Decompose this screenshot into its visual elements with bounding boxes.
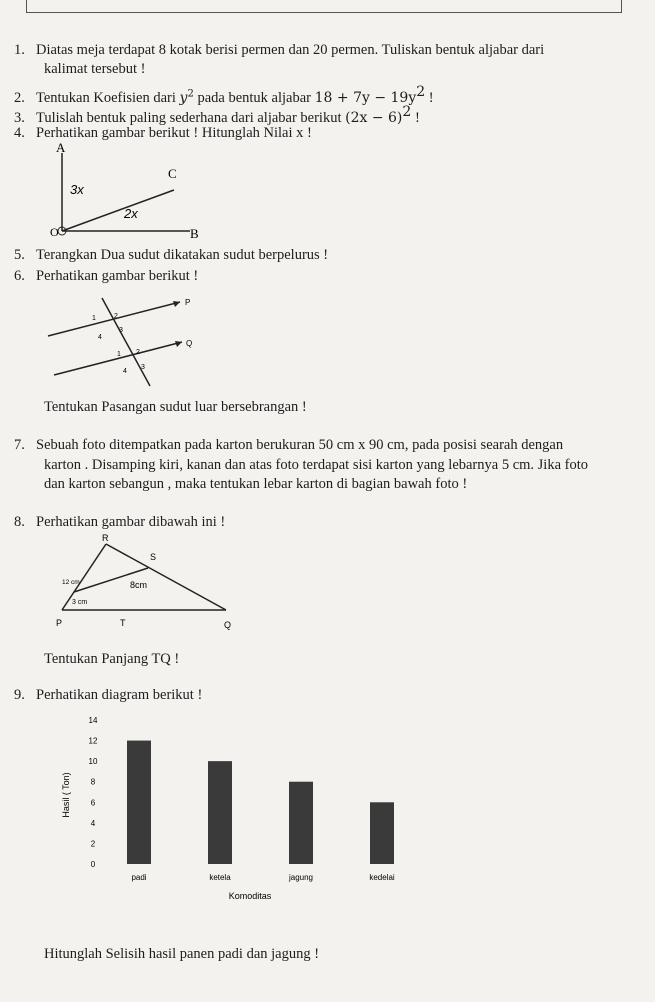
- question-number: 5.: [14, 247, 25, 263]
- label-b: B: [190, 226, 199, 241]
- y-tick-label: 4: [90, 818, 96, 828]
- angle-b1: 1: [117, 351, 121, 358]
- bar-chart: [55, 710, 425, 910]
- question-text: Tulislah bentuk paling sederhana dari aljabar berikut: [36, 109, 342, 126]
- exponent: 2: [187, 88, 194, 100]
- question-6-task: Tentukan Pasangan sudut luar bersebrangan !: [44, 399, 307, 415]
- question-number: 1.: [14, 42, 25, 58]
- angle-b4: 4: [123, 368, 127, 375]
- question-number: 6.: [14, 268, 25, 284]
- angle-label-3x: 3x: [70, 182, 84, 197]
- label-q: Q: [186, 339, 193, 348]
- angle-b3: 3: [141, 364, 145, 371]
- question-number: 8.: [14, 514, 25, 530]
- exponent: 2: [402, 104, 412, 120]
- y-tick-label: 2: [90, 839, 96, 849]
- question-number: 3.: [14, 109, 25, 126]
- question-end: !: [425, 89, 434, 106]
- x-tick-label-kedelai: kedelai: [369, 873, 395, 882]
- label-p: P: [185, 298, 191, 307]
- question-7-line2: karton . Disamping kiri, kanan dan atas foto terdapat sisi karton yang lebarnya 5 cm. Jika foto: [44, 457, 589, 473]
- question-8-task: Tentukan Panjang TQ !: [44, 651, 180, 667]
- angle-a4: 4: [98, 334, 102, 341]
- question-9: [14, 686, 202, 705]
- bar-jagung: [289, 782, 313, 864]
- side-rq: [106, 544, 226, 610]
- y-tick-label: 14: [88, 716, 98, 725]
- label-t: T: [120, 618, 126, 628]
- y-tick-label: 0: [90, 860, 96, 869]
- label-r: R: [102, 533, 109, 543]
- x-tick-label-ketela: ketela: [209, 873, 231, 882]
- arrow-q: [175, 341, 182, 347]
- x-axis-label: Komoditas: [228, 891, 272, 901]
- angle-b2: 2: [136, 349, 140, 356]
- question-number: 7.: [14, 437, 25, 453]
- algebra-expression: (2x − 6): [345, 109, 403, 126]
- question-text: Perhatikan gambar berikut ! Hitunglah Nilai x !: [36, 125, 312, 141]
- y-tick-label: 10: [88, 757, 98, 767]
- label-o: O: [50, 225, 59, 239]
- line-q: [54, 342, 182, 375]
- algebra-expression: 18 + 7y − 19y: [314, 89, 417, 106]
- label-c: C: [168, 166, 177, 181]
- question-number: 9.: [14, 687, 25, 703]
- bar-ketela: [208, 761, 232, 864]
- question-1-line2: kalimat tersebut !: [44, 61, 146, 77]
- variable: y: [179, 89, 188, 106]
- question-number: 2.: [14, 89, 25, 106]
- similar-triangles-figure: [44, 532, 244, 642]
- y-tick-label: 6: [90, 798, 96, 808]
- y-axis-label: Hasil ( Ton): [61, 772, 71, 818]
- angle-a2: 2: [114, 313, 118, 320]
- bar-kedelai: [370, 802, 394, 864]
- length-12cm: 12 cm: [62, 579, 80, 586]
- question-8: [14, 513, 225, 532]
- question-5: [14, 246, 328, 265]
- question-1: [14, 41, 544, 60]
- question-text: Diatas meja terdapat 8 kotak berisi permen dan 20 permen. Tuliskan bentuk aljabar dari: [36, 42, 545, 58]
- angle-a1: 1: [92, 315, 96, 322]
- question-text: Terangkan Dua sudut dikatakan sudut berpelurus !: [36, 247, 329, 263]
- label-a: A: [56, 140, 66, 155]
- angle-figure: [40, 140, 200, 245]
- length-8cm: 8cm: [130, 580, 148, 590]
- label-s: S: [150, 552, 157, 562]
- angle-label-2x: 2x: [124, 206, 138, 221]
- exponent-2: 2: [416, 84, 426, 100]
- question-7-line3: dan karton sebangun , maka tentukan lebar karton di bagian bawah foto !: [44, 476, 468, 492]
- question-text-2: pada bentuk aljabar: [197, 89, 311, 106]
- question-text: Perhatikan gambar berikut !: [36, 268, 199, 284]
- length-3cm: 3 cm: [72, 599, 88, 606]
- question-text: Perhatikan gambar dibawah ini !: [36, 514, 226, 530]
- bar-padi: [127, 741, 151, 864]
- angle-a3: 3: [119, 327, 123, 334]
- question-9-task: Hitunglah Selisih hasil panen padi dan jagung !: [44, 946, 320, 962]
- question-end: !: [411, 109, 420, 126]
- label-q: Q: [224, 620, 232, 630]
- parallel-lines-figure: [40, 290, 200, 390]
- question-6: [14, 267, 198, 286]
- question-text: Perhatikan diagram berikut !: [36, 687, 203, 703]
- x-tick-label-padi: padi: [131, 873, 147, 882]
- y-tick-label: 8: [90, 777, 96, 787]
- x-tick-label-jagung: jagung: [288, 873, 314, 882]
- question-7: [14, 436, 563, 455]
- question-number: 4.: [14, 125, 25, 141]
- question-text: Tentukan Koefisien dari: [36, 89, 176, 106]
- label-p: P: [56, 618, 63, 628]
- top-border-box: [26, 0, 622, 13]
- y-tick-label: 12: [88, 736, 98, 746]
- arrow-p: [173, 301, 180, 307]
- question-text: Sebuah foto ditempatkan pada karton berukuran 50 cm x 90 cm, pada posisi searah dengan: [36, 437, 564, 453]
